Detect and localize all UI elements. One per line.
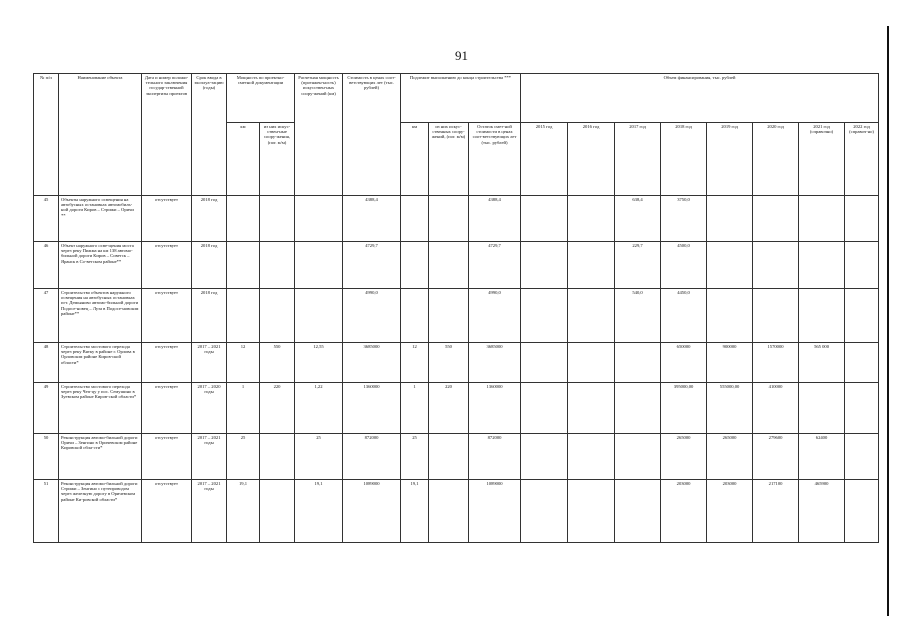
funding-2015-cell bbox=[521, 196, 568, 242]
header-year-2017: 2017 год bbox=[615, 123, 661, 196]
header-row-1 bbox=[34, 74, 879, 123]
funding-2021-cell: 62400 bbox=[799, 434, 845, 480]
header-remaining: Подлежит выполнению до конца строительства *** bbox=[401, 74, 521, 123]
remaining-km-cell bbox=[401, 242, 429, 289]
remaining-artificial-cell bbox=[429, 242, 469, 289]
capacity-artificial-cell bbox=[260, 480, 295, 543]
table-row bbox=[34, 196, 879, 242]
funding-2015-cell bbox=[521, 480, 568, 543]
expertise-date-cell: отсутствует bbox=[142, 289, 192, 343]
calculated-capacity-cell: 25 bbox=[295, 434, 343, 480]
header-capacity-art: из них искус-ствен-ные соору-жения, (пог. м/м) bbox=[260, 123, 295, 196]
capacity-km-cell: 12 bbox=[227, 343, 260, 383]
row-num-cell: 48 bbox=[34, 343, 59, 383]
header-capacity-km: км bbox=[227, 123, 260, 196]
funding-2016-cell bbox=[568, 196, 615, 242]
calculated-capacity-cell: 19,1 bbox=[295, 480, 343, 543]
funding-2018-cell: 265000 bbox=[661, 434, 707, 480]
funding-2022-cell bbox=[845, 383, 879, 434]
total-cost-cell: 4388,4 bbox=[343, 196, 401, 242]
remaining-cost-cell: 3685000 bbox=[469, 343, 521, 383]
row-num-cell: 49 bbox=[34, 383, 59, 434]
remaining-artificial-cell bbox=[429, 289, 469, 343]
funding-2016-cell bbox=[568, 383, 615, 434]
total-cost-cell: 872000 bbox=[343, 434, 401, 480]
header-year-2019: 2019 год bbox=[707, 123, 753, 196]
calculated-capacity-cell bbox=[295, 242, 343, 289]
row-num-cell: 45 bbox=[34, 196, 59, 242]
funding-2018-cell: 203000 bbox=[661, 480, 707, 543]
total-cost-cell: 4990,0 bbox=[343, 289, 401, 343]
capacity-artificial-cell bbox=[260, 196, 295, 242]
capacity-artificial-cell bbox=[260, 242, 295, 289]
funding-2016-cell bbox=[568, 343, 615, 383]
total-cost-cell: 1360000 bbox=[343, 383, 401, 434]
funding-2022-cell bbox=[845, 289, 879, 343]
capacity-artificial-cell bbox=[260, 289, 295, 343]
page-number: 91 bbox=[455, 48, 468, 63]
funding-2019-cell: 555000,00 bbox=[707, 383, 753, 434]
funding-2018-cell: 395000,00 bbox=[661, 383, 707, 434]
header-calc: Расчетная мощность (протяжен-ность) искусствен-ных соору-жений (км) bbox=[295, 74, 343, 196]
funding-2019-cell bbox=[707, 242, 753, 289]
funding-2015-cell bbox=[521, 343, 568, 383]
funding-2015-cell bbox=[521, 242, 568, 289]
calculated-capacity-cell: 12,55 bbox=[295, 343, 343, 383]
funding-2020-cell bbox=[753, 289, 799, 343]
remaining-cost-cell: 4990,0 bbox=[469, 289, 521, 343]
header-rem-km: км bbox=[401, 123, 429, 196]
expertise-date-cell: отсутствует bbox=[142, 480, 192, 543]
commission-term-cell: 2017 – 2021 годы bbox=[192, 434, 227, 480]
header-rem-art: из них искус-ственных соору-жений, (пог. м/м) bbox=[429, 123, 469, 196]
object-name-cell: Строительство мостового перехода через реку Чеп-цу у пос. Семушино в Зуевском районе Киров-ской области* bbox=[59, 383, 142, 434]
header-rem-cost: Остаток смет-ной стоимости в ценах соот-ветствующих лет (тыс. рублей) bbox=[469, 123, 521, 196]
remaining-cost-cell: 4729,7 bbox=[469, 242, 521, 289]
header-year-2018: 2018 год bbox=[661, 123, 707, 196]
funding-2018-cell: 3750,0 bbox=[661, 196, 707, 242]
funding-2019-cell: 203000 bbox=[707, 480, 753, 543]
header-year-2016: 2016 год bbox=[568, 123, 615, 196]
financing-table bbox=[33, 73, 879, 543]
expertise-date-cell: отсутствует bbox=[142, 434, 192, 480]
object-name-cell: Объекты наружного освещения на автобусных остановках автомобиль-ной дороги Киров – Стрижи – Оричи ** bbox=[59, 196, 142, 242]
funding-2017-cell bbox=[615, 343, 661, 383]
capacity-km-cell bbox=[227, 289, 260, 343]
header-expertise: Дата и номер положи-тельного заключения государ-ственной экспертизы проектов bbox=[142, 74, 192, 196]
table-row bbox=[34, 383, 879, 434]
funding-2022-cell bbox=[845, 196, 879, 242]
table-row bbox=[34, 480, 879, 543]
table-row bbox=[34, 242, 879, 289]
funding-2017-cell: 638,4 bbox=[615, 196, 661, 242]
funding-2018-cell: 650000 bbox=[661, 343, 707, 383]
expertise-date-cell: отсутствует bbox=[142, 383, 192, 434]
capacity-artificial-cell bbox=[260, 434, 295, 480]
funding-2020-cell: 217100 bbox=[753, 480, 799, 543]
total-cost-cell: 1089000 bbox=[343, 480, 401, 543]
commission-term-cell: 2017 – 2020 годы bbox=[192, 383, 227, 434]
commission-term-cell: 2017 – 2021 годы bbox=[192, 343, 227, 383]
object-name-cell: Строительство мостового перехода через реку Вятку в районе г. Орлова в Орловском районе Киров-ской области* bbox=[59, 343, 142, 383]
remaining-km-cell: 25 bbox=[401, 434, 429, 480]
expertise-date-cell: отсутствует bbox=[142, 343, 192, 383]
funding-2020-cell: 1570000 bbox=[753, 343, 799, 383]
funding-2017-cell bbox=[615, 383, 661, 434]
header-year-2022: 2022 год (справоч-но) bbox=[845, 123, 879, 196]
funding-2021-cell bbox=[799, 196, 845, 242]
funding-2015-cell bbox=[521, 289, 568, 343]
calculated-capacity-cell bbox=[295, 196, 343, 242]
funding-2019-cell: 900000 bbox=[707, 343, 753, 383]
remaining-artificial-cell bbox=[429, 434, 469, 480]
funding-2020-cell: 410000 bbox=[753, 383, 799, 434]
funding-2020-cell bbox=[753, 196, 799, 242]
object-name-cell: Реконструкция автомо-бильной дороги Стрижи – Зенгино с путепроводом через железную дорогу в Оричевском районе Ки-ровской области* bbox=[59, 480, 142, 543]
funding-2022-cell bbox=[845, 242, 879, 289]
funding-2020-cell: 279600 bbox=[753, 434, 799, 480]
table-row bbox=[34, 343, 879, 383]
remaining-km-cell: 12 bbox=[401, 343, 429, 383]
remaining-cost-cell: 872000 bbox=[469, 434, 521, 480]
object-name-cell: Строительство объектов наружного освещения на автобусных остановках пгт. Демьяново автомо-бильной дороги Подосе-новец – Луза в Подосе-новском районе** bbox=[59, 289, 142, 343]
header-year-2021: 2021 год (справочно) bbox=[799, 123, 845, 196]
header-funding: Объем финансирования, тыс. рублей bbox=[521, 74, 879, 123]
funding-2020-cell bbox=[753, 242, 799, 289]
header-num: № п/п bbox=[34, 74, 59, 196]
funding-2022-cell bbox=[845, 434, 879, 480]
row-num-cell: 47 bbox=[34, 289, 59, 343]
object-name-cell: Объект наружного осве-щения моста через реку Пижма на км 138 автомо-бильной дороги Киров – Советск – Яранск в Со-ветском районе** bbox=[59, 242, 142, 289]
remaining-cost-cell: 1089000 bbox=[469, 480, 521, 543]
row-num-cell: 46 bbox=[34, 242, 59, 289]
funding-2022-cell bbox=[845, 343, 879, 383]
remaining-artificial-cell: 550 bbox=[429, 343, 469, 383]
funding-2016-cell bbox=[568, 480, 615, 543]
row-num-cell: 50 bbox=[34, 434, 59, 480]
funding-2016-cell bbox=[568, 242, 615, 289]
funding-2019-cell bbox=[707, 196, 753, 242]
row-num-cell: 51 bbox=[34, 480, 59, 543]
funding-2019-cell: 265000 bbox=[707, 434, 753, 480]
capacity-km-cell: 25 bbox=[227, 434, 260, 480]
remaining-km-cell: 1 bbox=[401, 383, 429, 434]
header-cost: Стоимость в ценах соот-ветствующих лет (тыс. рублей) bbox=[343, 74, 401, 196]
header-capacity: Мощность по проектно-сметной документации bbox=[227, 74, 295, 123]
capacity-artificial-cell: 220 bbox=[260, 383, 295, 434]
remaining-artificial-cell bbox=[429, 196, 469, 242]
capacity-artificial-cell: 550 bbox=[260, 343, 295, 383]
funding-2018-cell: 4450,0 bbox=[661, 289, 707, 343]
expertise-date-cell: отсутствует bbox=[142, 196, 192, 242]
funding-2017-cell: 540,0 bbox=[615, 289, 661, 343]
funding-2016-cell bbox=[568, 434, 615, 480]
funding-2021-cell bbox=[799, 242, 845, 289]
header-name: Наименование объекта bbox=[59, 74, 142, 196]
capacity-km-cell bbox=[227, 196, 260, 242]
table-row bbox=[34, 434, 879, 480]
remaining-km-cell: 19,1 bbox=[401, 480, 429, 543]
commission-term-cell: 2018 год bbox=[192, 196, 227, 242]
page-edge-line bbox=[887, 26, 889, 616]
table-body bbox=[34, 74, 879, 543]
funding-2021-cell: 465900 bbox=[799, 480, 845, 543]
funding-2017-cell bbox=[615, 480, 661, 543]
object-name-cell: Реконструкция автомо-бильной дороги Оричи – Зенгино в Оричевском районе Кировской обла-сти* bbox=[59, 434, 142, 480]
remaining-cost-cell: 1360000 bbox=[469, 383, 521, 434]
funding-2017-cell: 229,7 bbox=[615, 242, 661, 289]
funding-2021-cell: 565 000 bbox=[799, 343, 845, 383]
commission-term-cell: 2018 год bbox=[192, 242, 227, 289]
remaining-km-cell bbox=[401, 196, 429, 242]
header-year-2020: 2020 год bbox=[753, 123, 799, 196]
commission-term-cell: 2017 – 2021 годы bbox=[192, 480, 227, 543]
header-term: Срок ввода в эксплуа-тацию (годы) bbox=[192, 74, 227, 196]
funding-2019-cell bbox=[707, 289, 753, 343]
funding-2016-cell bbox=[568, 289, 615, 343]
funding-2021-cell bbox=[799, 383, 845, 434]
calculated-capacity-cell bbox=[295, 289, 343, 343]
table-row bbox=[34, 289, 879, 343]
funding-2015-cell bbox=[521, 434, 568, 480]
header-year-2015: 2015 год bbox=[521, 123, 568, 196]
funding-2017-cell bbox=[615, 434, 661, 480]
funding-2018-cell: 4500,0 bbox=[661, 242, 707, 289]
calculated-capacity-cell: 1,22 bbox=[295, 383, 343, 434]
capacity-km-cell: 1 bbox=[227, 383, 260, 434]
total-cost-cell: 3685000 bbox=[343, 343, 401, 383]
remaining-artificial-cell bbox=[429, 480, 469, 543]
funding-2022-cell bbox=[845, 480, 879, 543]
remaining-cost-cell: 4388,4 bbox=[469, 196, 521, 242]
funding-2015-cell bbox=[521, 383, 568, 434]
remaining-km-cell bbox=[401, 289, 429, 343]
capacity-km-cell: 19,1 bbox=[227, 480, 260, 543]
funding-2021-cell bbox=[799, 289, 845, 343]
remaining-artificial-cell: 220 bbox=[429, 383, 469, 434]
total-cost-cell: 4729,7 bbox=[343, 242, 401, 289]
capacity-km-cell bbox=[227, 242, 260, 289]
commission-term-cell: 2018 год bbox=[192, 289, 227, 343]
expertise-date-cell: отсутствует bbox=[142, 242, 192, 289]
